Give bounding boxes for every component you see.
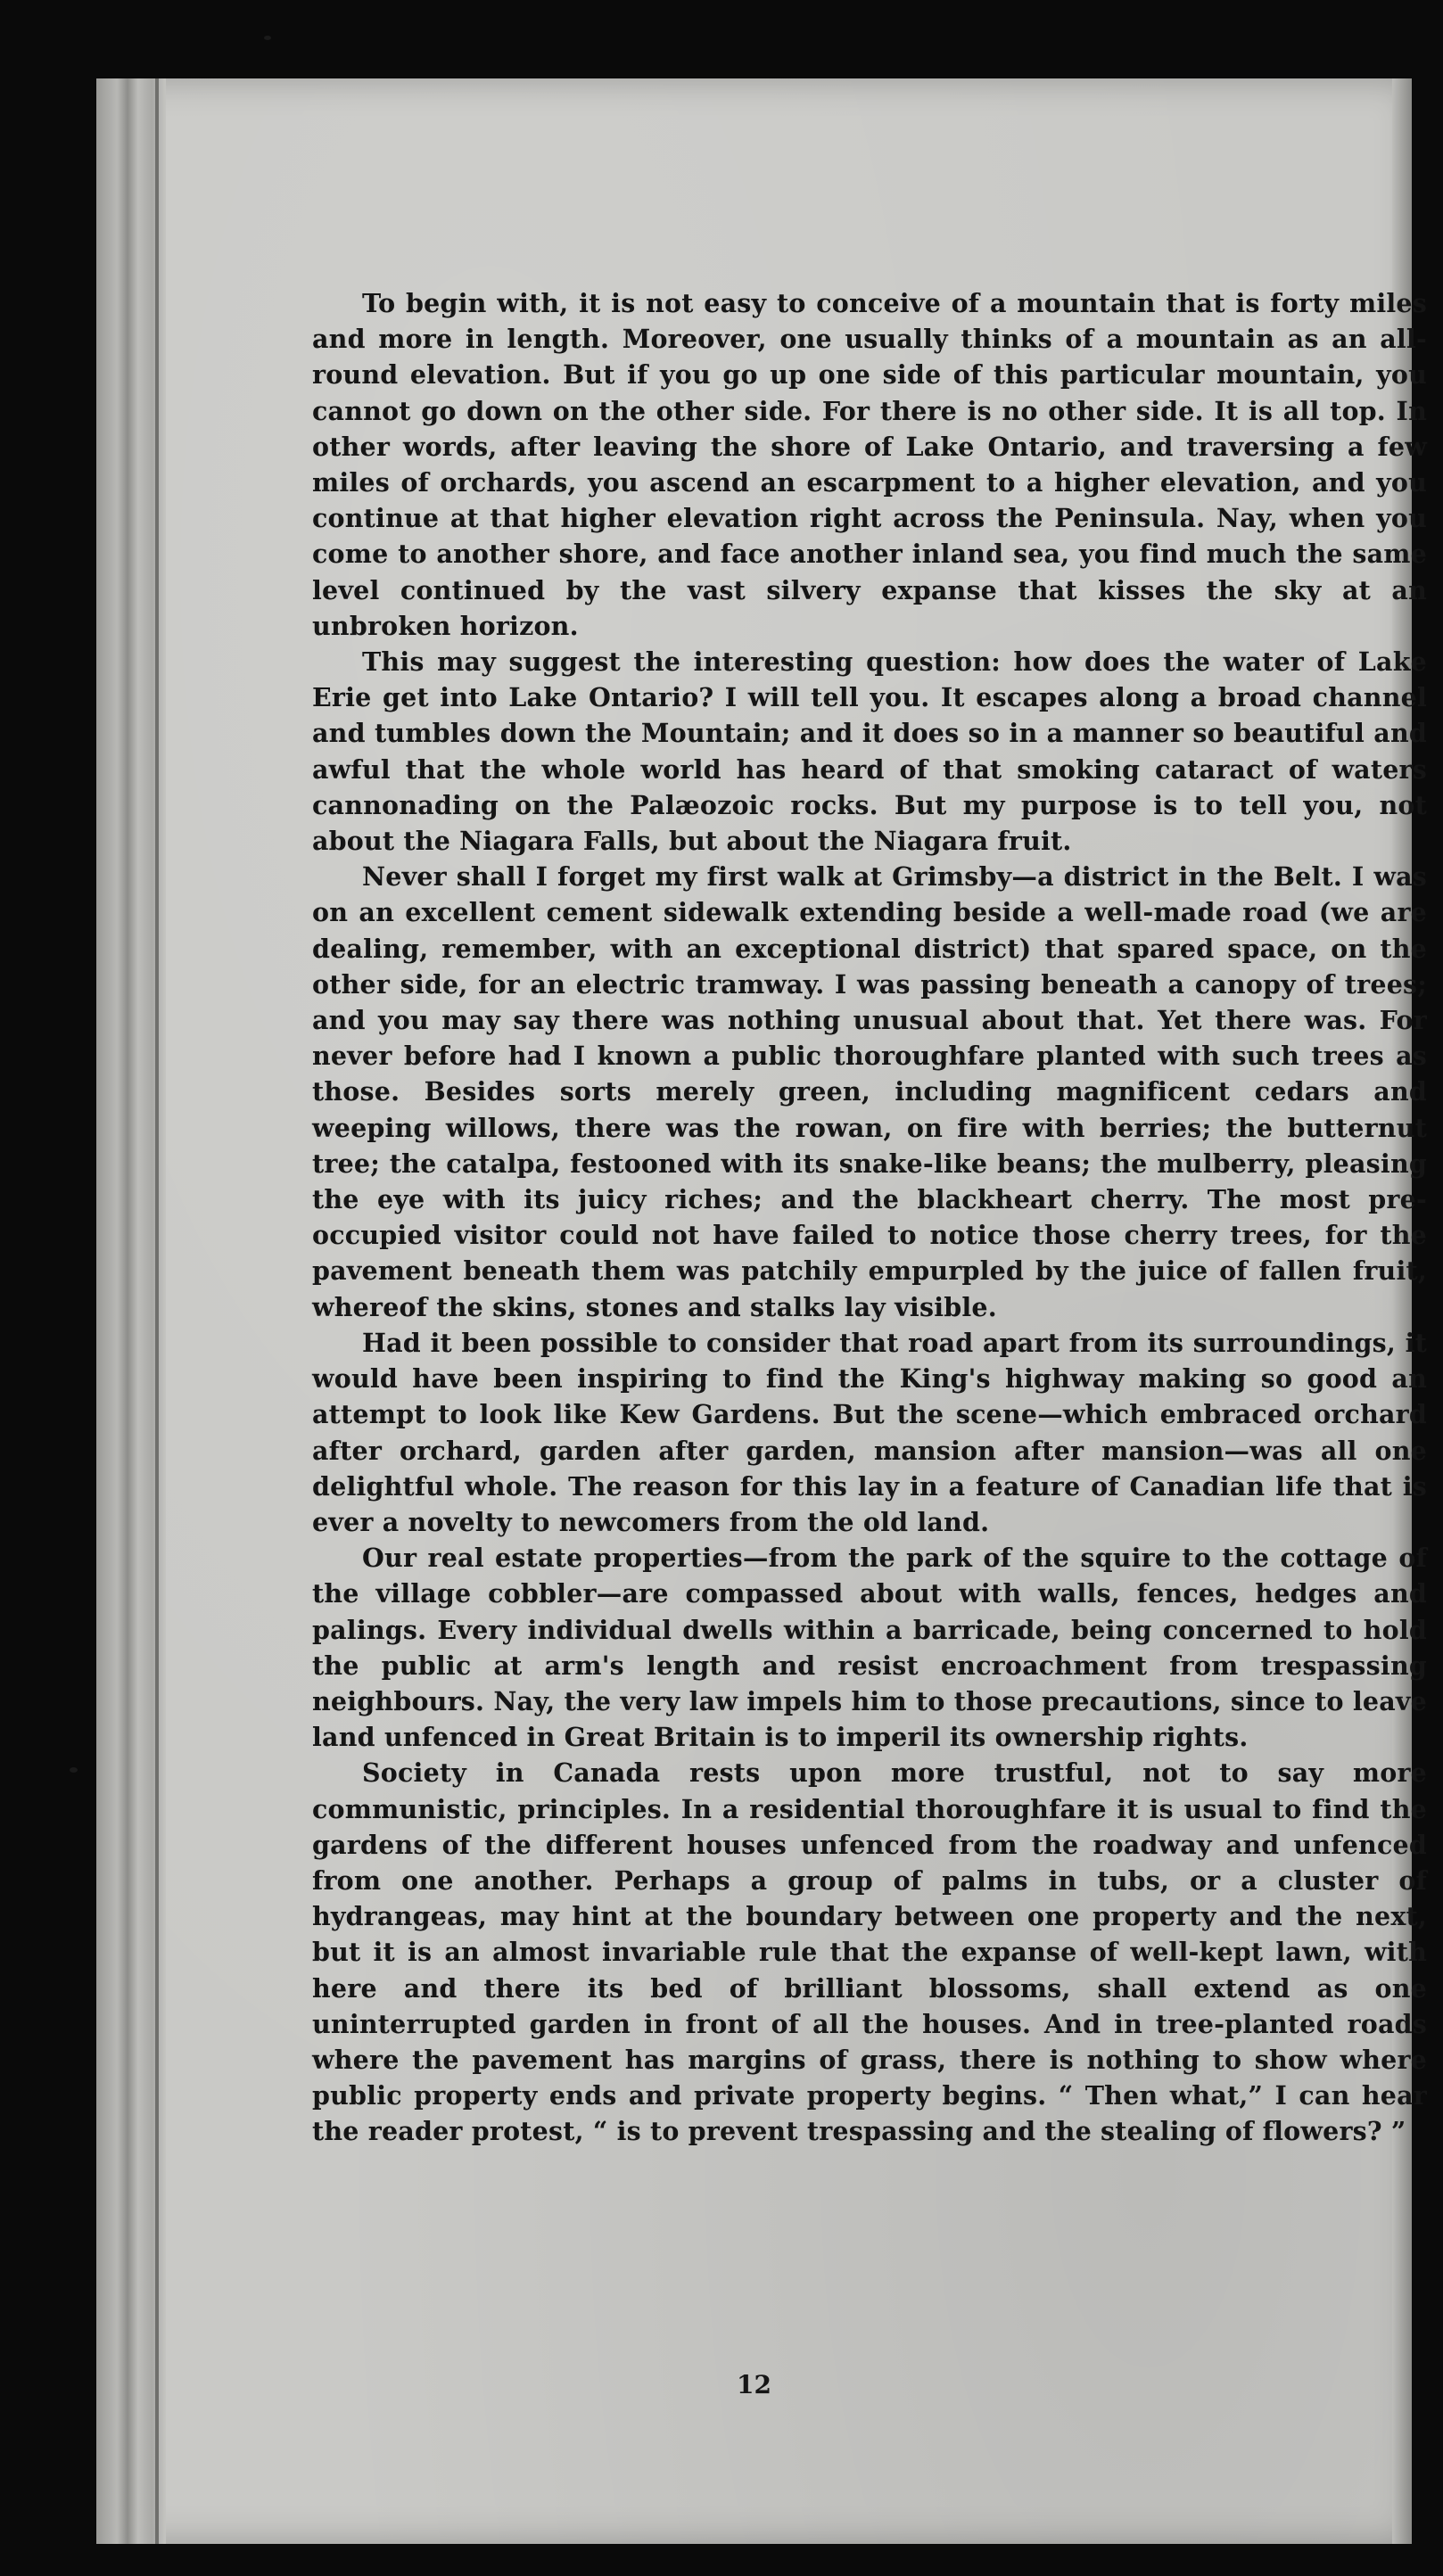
paragraph-2: This may suggest the interesting question: how does the water of Lake Erie get into Lake Ontario? I will tell you. It escapes along a broad channel and tumbles down the Mountain; and it does so in a manner so beautiful and awful that the whole world has heard of that smoking cataract of waters cannonading on the Palæozoic rocks. But my purpose is to tell you, not about the Niagara Falls, but about the Niagara fruit. [312, 646, 1427, 857]
paragraph-3: Never shall I forget my first walk at Grimsby—a district in the Belt. I was on an excellent cement sidewalk extending beside a well-made road (we are dealing, remember, with an exceptional district) that spared space, on the other side, for an electric tramway. I was passing beneath a canopy of trees; and you may say there was nothing unusual about that. Yet there was. For never before had I known a public thoroughfare planted with such trees as those. Besides sorts merely green, including magnificent cedars and weeping willows, there was the rowan, on fire with berries; the butternut tree; the catalpa, festooned with its snake-like beans; the mulberry, pleasing the eye with its juicy riches; and the blackheart cherry. The most pre-occupied visitor could not have failed to notice those cherry trees, for the pavement beneath them was patchily empurpled by the juice of fallen fruit, whereof the skins, stones and stalks lay visible. [312, 861, 1427, 1322]
page-number: 12 [737, 2370, 771, 2399]
paragraph-4: Had it been possible to consider that road apart from its surroundings, it would have been inspiring to find the King's highway making so good an attempt to look like Kew Gardens. But the scene—which embraced orchard after orchard, garden after garden, mansion after mansion—was all one delightful whole. The reason for this lay in a feature of Canadian life that is ever a novelty to newcomers from the old land. [312, 1327, 1427, 1537]
paragraph-6: Society in Canada rests upon more trustful, not to say more communistic, principles. In a residential thoroughfare it is usual to find the gardens of the different houses unfenced from the roadway and unfenced from one another. Perhaps a group of palms in tubs, or a cluster of hydrangeas, may hint at the boundary between one property and the next, but it is an almost invariable rule that the expanse of well-kept lawn, with here and there its bed of brilliant blossoms, shall extend as one uninterrupted garden in front of all the houses. And in tree-planted roads where the pavement has margins of grass, there is nothing to show where public property ends and private property begins. “ Then what,” I can hear the reader protest, “ is to prevent trespassing and the stealing of flowers? ” [312, 1757, 1427, 2147]
paragraph-5: Our real estate properties—from the park of the squire to the cottage of the village cobbler—are compassed about with walls, fences, hedges and palings. Every individual dwells within a barricade, being concerned to hold the public at arm's length and resist encroachment from trespassing neighbours. Nay, the very law impels him to those precautions, since to leave land unfenced in Great Britain is to imperil its ownership rights. [312, 1543, 1427, 1753]
paragraph-1: To begin with, it is not easy to conceive of a mountain that is forty miles and more in length. Moreover, one usually thinks of a mountain as an all-round elevation. But if you go up one side of this particular mountain, you cannot go down on the other side. For there is no other side. It is all top. In other words, after leaving the shore of Lake Ontario, and traversing a few miles of orchards, you ascend an escarpment to a higher elevation, and you continue at that higher elevation right across the Peninsula. Nay, when you come to another shore, and face another inland sea, you find much the same level continued by the vast silvery expanse that kisses the sky at an unbroken horizon. [312, 288, 1427, 641]
scanned-page [96, 78, 1427, 2544]
body-text [312, 285, 1427, 2150]
book-spine [96, 78, 166, 2544]
dust-speck [264, 36, 271, 40]
dust-speck [70, 1767, 78, 1773]
